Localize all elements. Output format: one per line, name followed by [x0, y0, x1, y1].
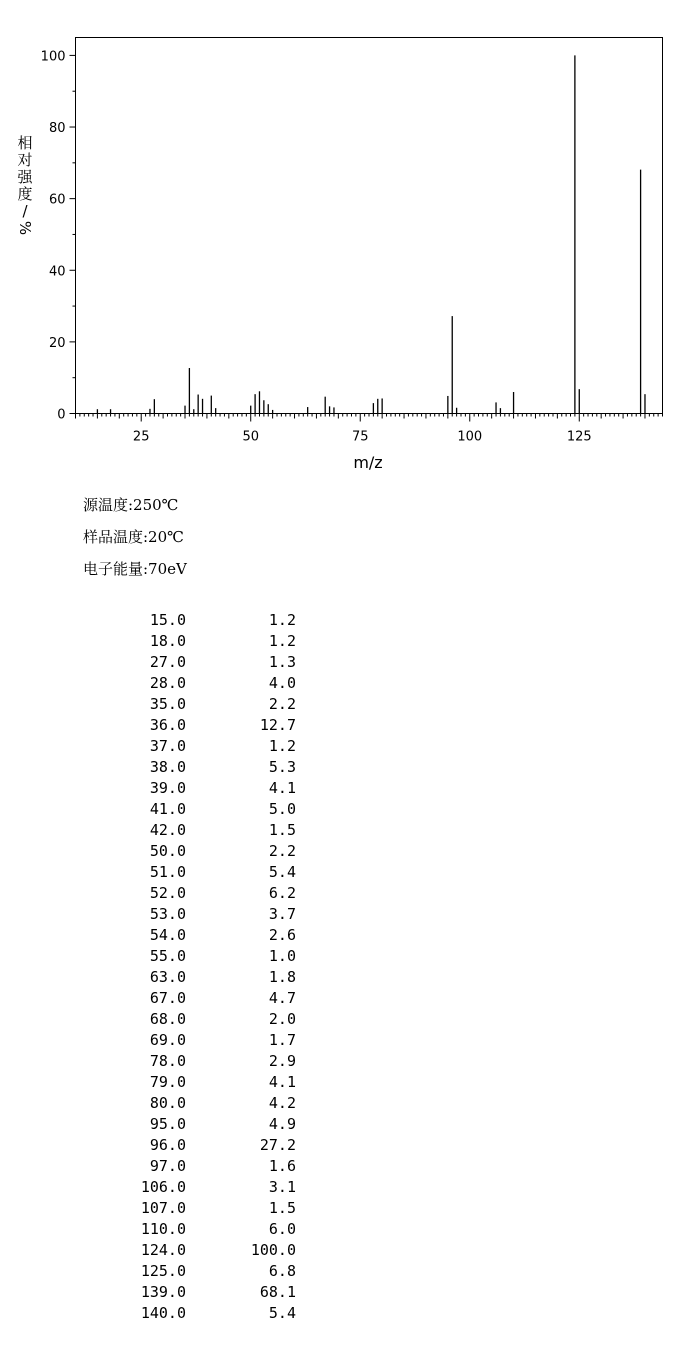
y-axis-label-char: % — [16, 220, 34, 236]
intensity-value: 1.2 — [268, 611, 296, 629]
intensity-value: 4.2 — [268, 1094, 296, 1112]
intensity-value: 4.1 — [268, 779, 296, 797]
mz-value: 36.0 — [149, 716, 186, 734]
mz-value: 68.0 — [149, 1010, 186, 1028]
table-row — [120, 1219, 296, 1240]
table-row — [120, 1177, 296, 1198]
mz-value: 97.0 — [149, 1157, 186, 1175]
table-row — [120, 799, 296, 820]
x-axis — [133, 414, 592, 445]
intensity-value: 1.0 — [268, 947, 296, 965]
mz-value: 38.0 — [149, 758, 186, 776]
intensity-value: 4.1 — [268, 1073, 296, 1091]
table-row — [120, 946, 296, 967]
intensity-value: 100.0 — [250, 1241, 296, 1259]
mz-value: 52.0 — [149, 884, 186, 902]
table-row — [120, 967, 296, 988]
table-row — [120, 883, 296, 904]
table-row — [120, 631, 296, 652]
mz-value: 15.0 — [149, 611, 186, 629]
mz-value: 125.0 — [140, 1262, 186, 1280]
table-row — [120, 1240, 296, 1261]
table-row — [120, 1093, 296, 1114]
mz-value: 78.0 — [149, 1052, 186, 1070]
mz-value: 50.0 — [149, 842, 186, 860]
mz-value: 96.0 — [149, 1136, 186, 1154]
intensity-value: 1.6 — [268, 1157, 296, 1175]
intensity-value: 1.2 — [268, 737, 296, 755]
table-row — [120, 1114, 296, 1135]
minor-ticks — [73, 91, 663, 418]
mz-value: 35.0 — [149, 695, 186, 713]
intensity-value: 1.2 — [268, 632, 296, 650]
table-row — [120, 1198, 296, 1219]
table-row — [120, 778, 296, 799]
intensity-value: 2.2 — [268, 842, 296, 860]
intensity-value: 1.5 — [268, 1199, 296, 1217]
intensity-value: 1.8 — [268, 968, 296, 986]
intensity-value: 3.1 — [268, 1178, 296, 1196]
intensity-value: 6.8 — [268, 1262, 296, 1280]
intensity-value: 4.9 — [268, 1115, 296, 1133]
table-row — [120, 862, 296, 883]
intensity-value: 1.5 — [268, 821, 296, 839]
mz-value: 54.0 — [149, 926, 186, 944]
mz-value: 69.0 — [149, 1031, 186, 1049]
table-row — [120, 1009, 296, 1030]
intensity-value: 5.0 — [268, 800, 296, 818]
mass-spectrum-chart — [0, 0, 692, 480]
table-row — [120, 652, 296, 673]
mz-value: 63.0 — [149, 968, 186, 986]
mz-value: 55.0 — [149, 947, 186, 965]
table-row — [120, 820, 296, 841]
table-row — [120, 757, 296, 778]
table-row — [120, 925, 296, 946]
y-tick-label: 60 — [48, 192, 66, 208]
mz-value: 28.0 — [149, 674, 186, 692]
mz-value: 67.0 — [149, 989, 186, 1007]
intensity-value: 3.7 — [268, 905, 296, 923]
table-row — [120, 1303, 296, 1324]
mz-value: 79.0 — [149, 1073, 186, 1091]
table-row — [120, 1282, 296, 1303]
mz-value: 95.0 — [149, 1115, 186, 1133]
mz-value: 124.0 — [140, 1241, 186, 1259]
intensity-value: 5.4 — [268, 1304, 296, 1322]
x-tick-label: 50 — [242, 429, 259, 445]
table-row — [120, 1156, 296, 1177]
intensity-value: 2.6 — [268, 926, 296, 944]
intensity-value: 2.2 — [268, 695, 296, 713]
y-tick-label: 20 — [48, 335, 66, 351]
intensity-value: 1.7 — [268, 1031, 296, 1049]
y-tick-label: 100 — [40, 49, 66, 65]
y-tick-label: 0 — [57, 407, 66, 423]
intensity-value: 6.0 — [268, 1220, 296, 1238]
mz-value: 106.0 — [140, 1178, 186, 1196]
intensity-value: 4.7 — [268, 989, 296, 1007]
table-row — [120, 1051, 296, 1072]
intensity-value: 6.2 — [268, 884, 296, 902]
mz-value: 140.0 — [140, 1304, 186, 1322]
sample-temperature: 样品温度:20℃ — [83, 528, 184, 546]
peak-lines — [97, 55, 645, 413]
mz-value: 80.0 — [149, 1094, 186, 1112]
table-row — [120, 673, 296, 694]
y-axis-label-char: 对 — [17, 151, 33, 169]
mz-value: 110.0 — [140, 1220, 186, 1238]
mz-value: 18.0 — [149, 632, 186, 650]
intensity-value: 2.0 — [268, 1010, 296, 1028]
mz-value: 37.0 — [149, 737, 186, 755]
mz-value: 42.0 — [149, 821, 186, 839]
table-row — [120, 904, 296, 925]
electron-energy: 电子能量:70eV — [83, 560, 187, 578]
table-row — [120, 1072, 296, 1093]
intensity-value: 5.4 — [268, 863, 296, 881]
peak-table — [120, 610, 296, 1324]
y-axis-label-char: / — [22, 202, 28, 220]
intensity-value: 4.0 — [268, 674, 296, 692]
y-tick-label: 80 — [48, 121, 66, 137]
y-tick-label: 40 — [48, 264, 66, 280]
mz-value: 27.0 — [149, 653, 186, 671]
table-row — [120, 1135, 296, 1156]
table-row — [120, 1261, 296, 1282]
table-row — [120, 715, 296, 736]
intensity-value: 27.2 — [259, 1136, 296, 1154]
table-row — [120, 610, 296, 631]
x-tick-label: 75 — [351, 429, 369, 445]
y-axis-label-char: 度 — [17, 185, 33, 203]
y-axis-label-char: 强 — [17, 168, 33, 186]
table-row — [120, 988, 296, 1009]
mz-value: 139.0 — [140, 1283, 186, 1301]
table-row — [120, 694, 296, 715]
mz-value: 107.0 — [140, 1199, 186, 1217]
x-tick-label: 100 — [457, 429, 483, 445]
intensity-value: 2.9 — [268, 1052, 296, 1070]
source-temperature: 源温度:250℃ — [83, 496, 179, 514]
table-row — [120, 1030, 296, 1051]
x-tick-label: 125 — [566, 429, 592, 445]
mz-value: 41.0 — [149, 800, 186, 818]
intensity-value: 68.1 — [259, 1283, 296, 1301]
table-row — [120, 841, 296, 862]
intensity-value: 5.3 — [268, 758, 296, 776]
mz-value: 51.0 — [149, 863, 186, 881]
intensity-value: 1.3 — [268, 653, 296, 671]
x-tick-label: 25 — [132, 429, 150, 445]
y-axis-label — [16, 134, 34, 235]
intensity-value: 12.7 — [259, 716, 296, 734]
table-row — [120, 736, 296, 757]
y-axis — [41, 49, 76, 422]
mz-value: 53.0 — [149, 905, 186, 923]
x-axis-label: m/z — [353, 453, 383, 472]
y-axis-label-char: 相 — [17, 134, 33, 152]
mz-value: 39.0 — [149, 779, 186, 797]
